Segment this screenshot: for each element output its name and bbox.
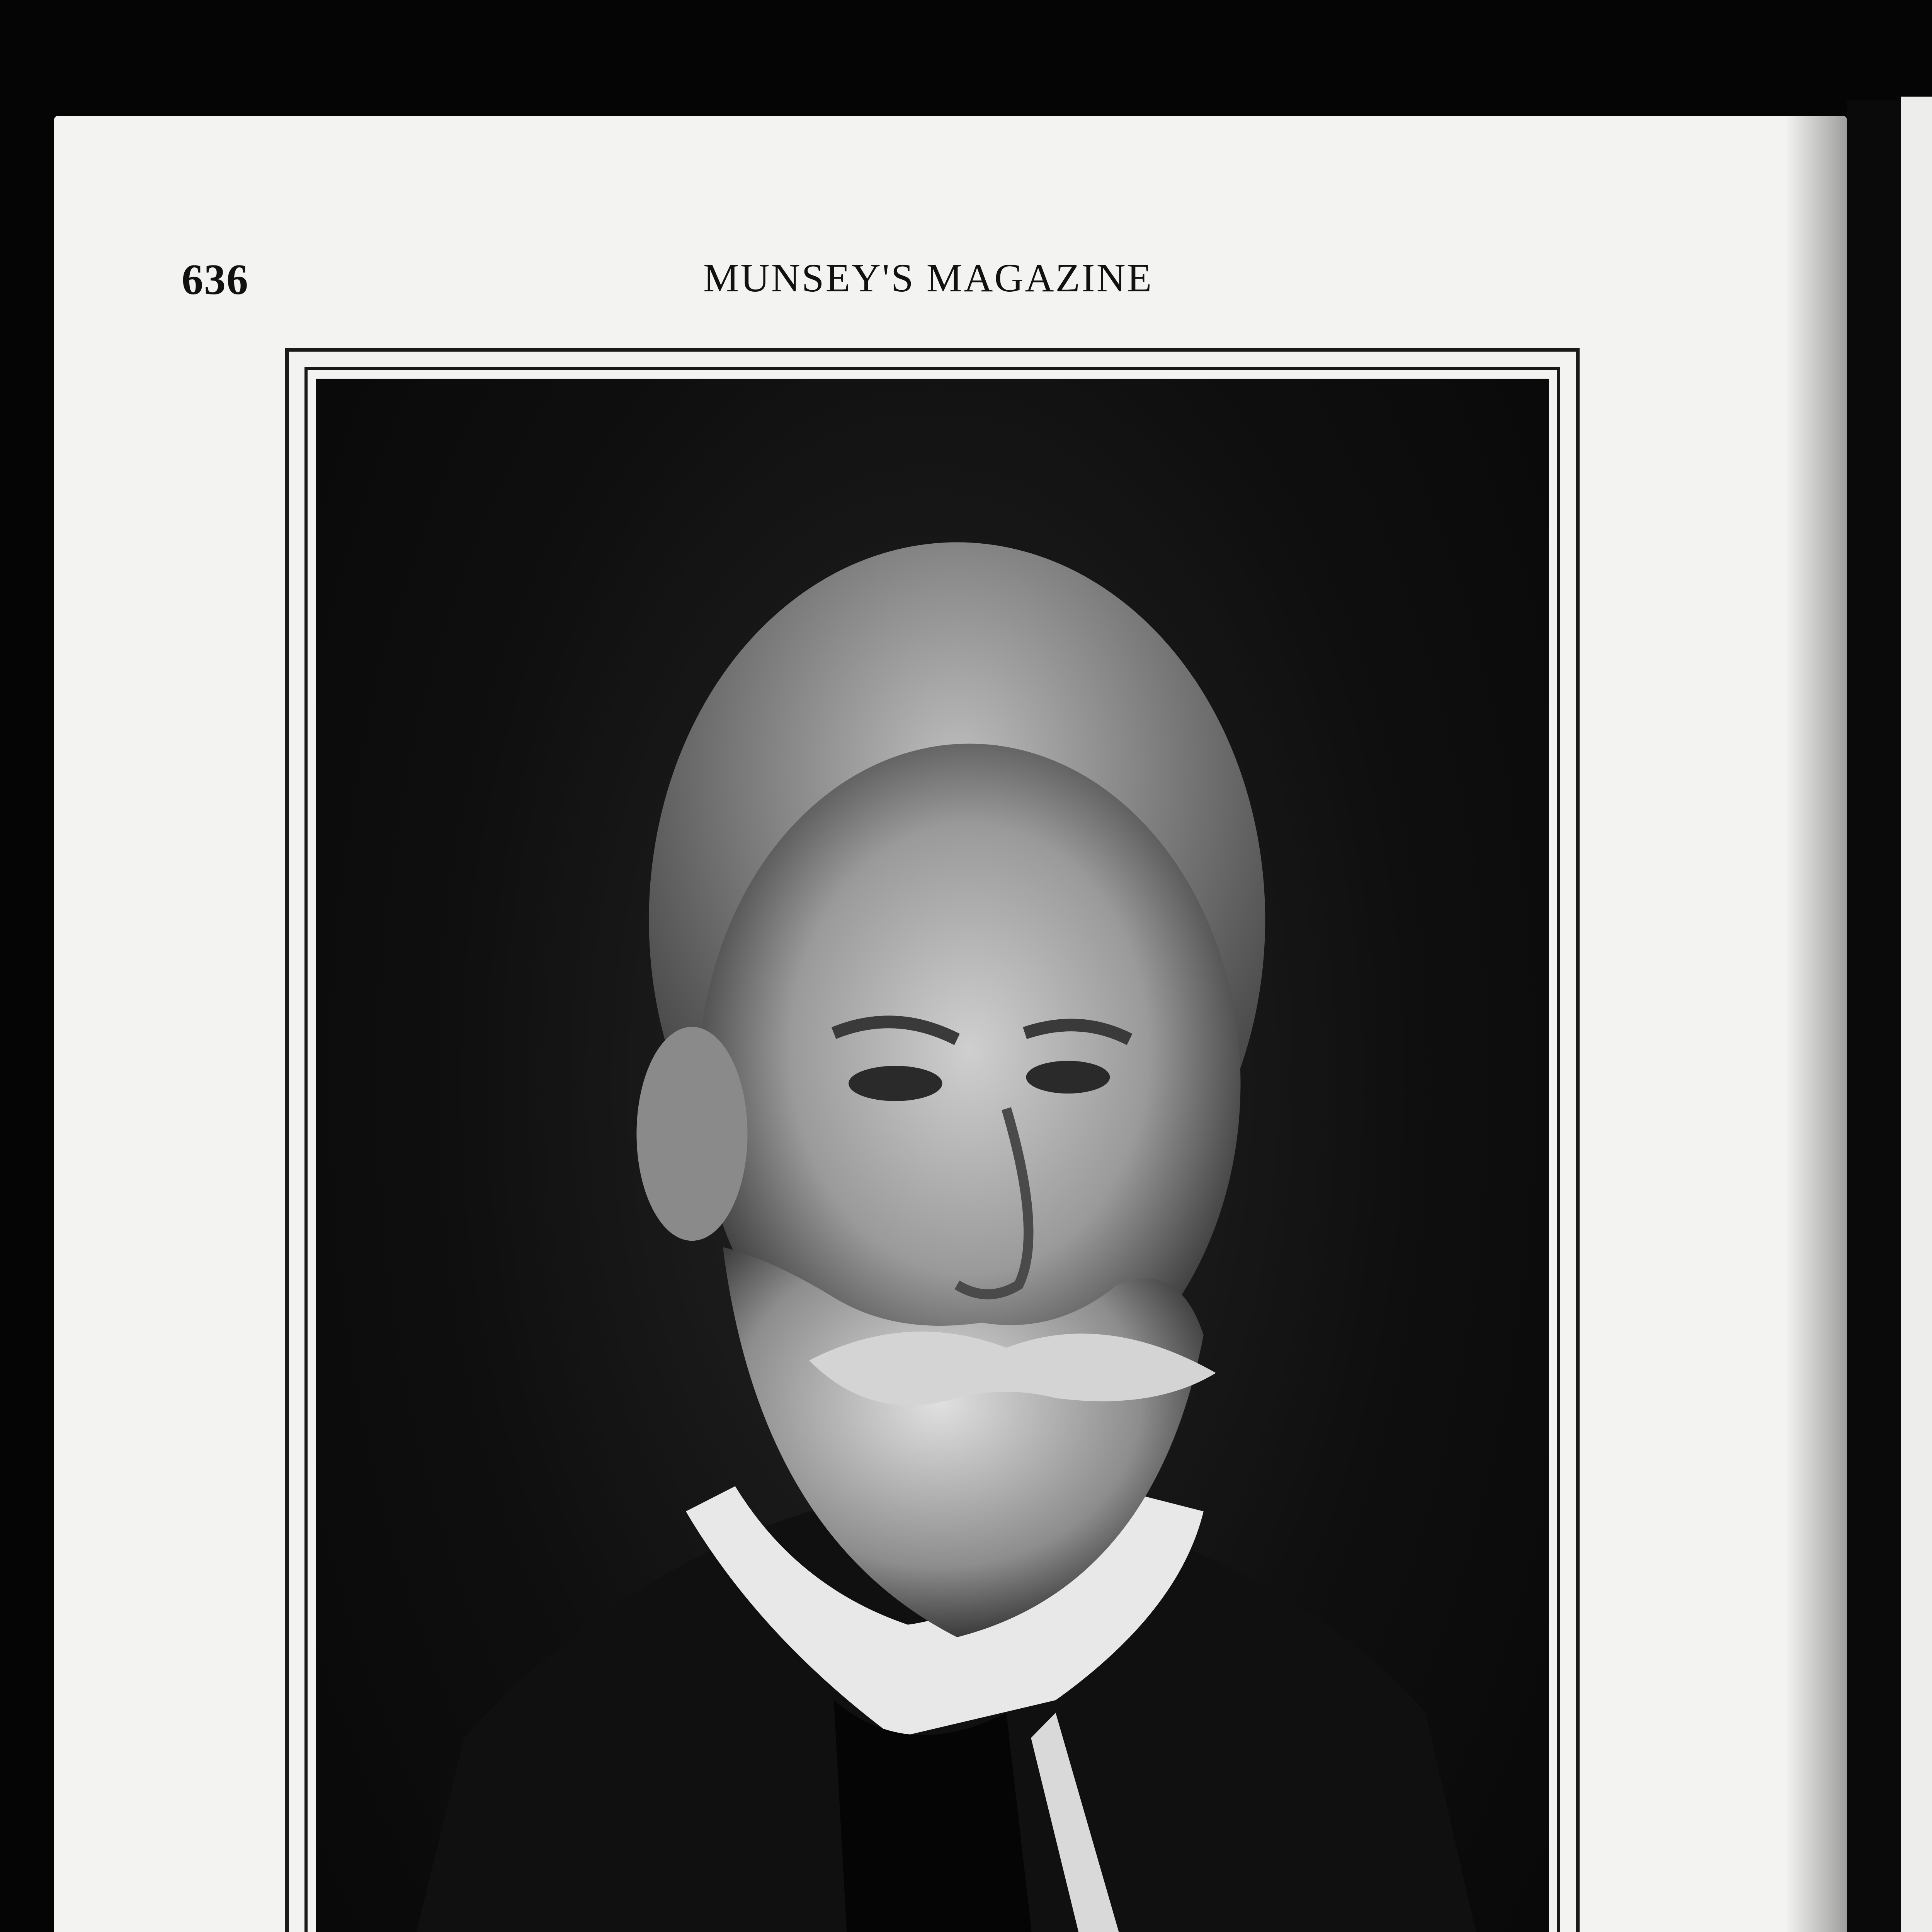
running-head (182, 255, 1673, 309)
plate-inner-rule (304, 367, 1560, 1932)
portrait-plate (285, 348, 1580, 1932)
portrait-illustration (316, 379, 1549, 1932)
facing-page-edge (1901, 97, 1932, 1932)
page-number: 636 (182, 256, 249, 304)
portrait-photo (316, 379, 1549, 1932)
magazine-title: MUNSEY'S MAGAZINE (703, 256, 1153, 300)
book-gutter (1847, 100, 1901, 1932)
